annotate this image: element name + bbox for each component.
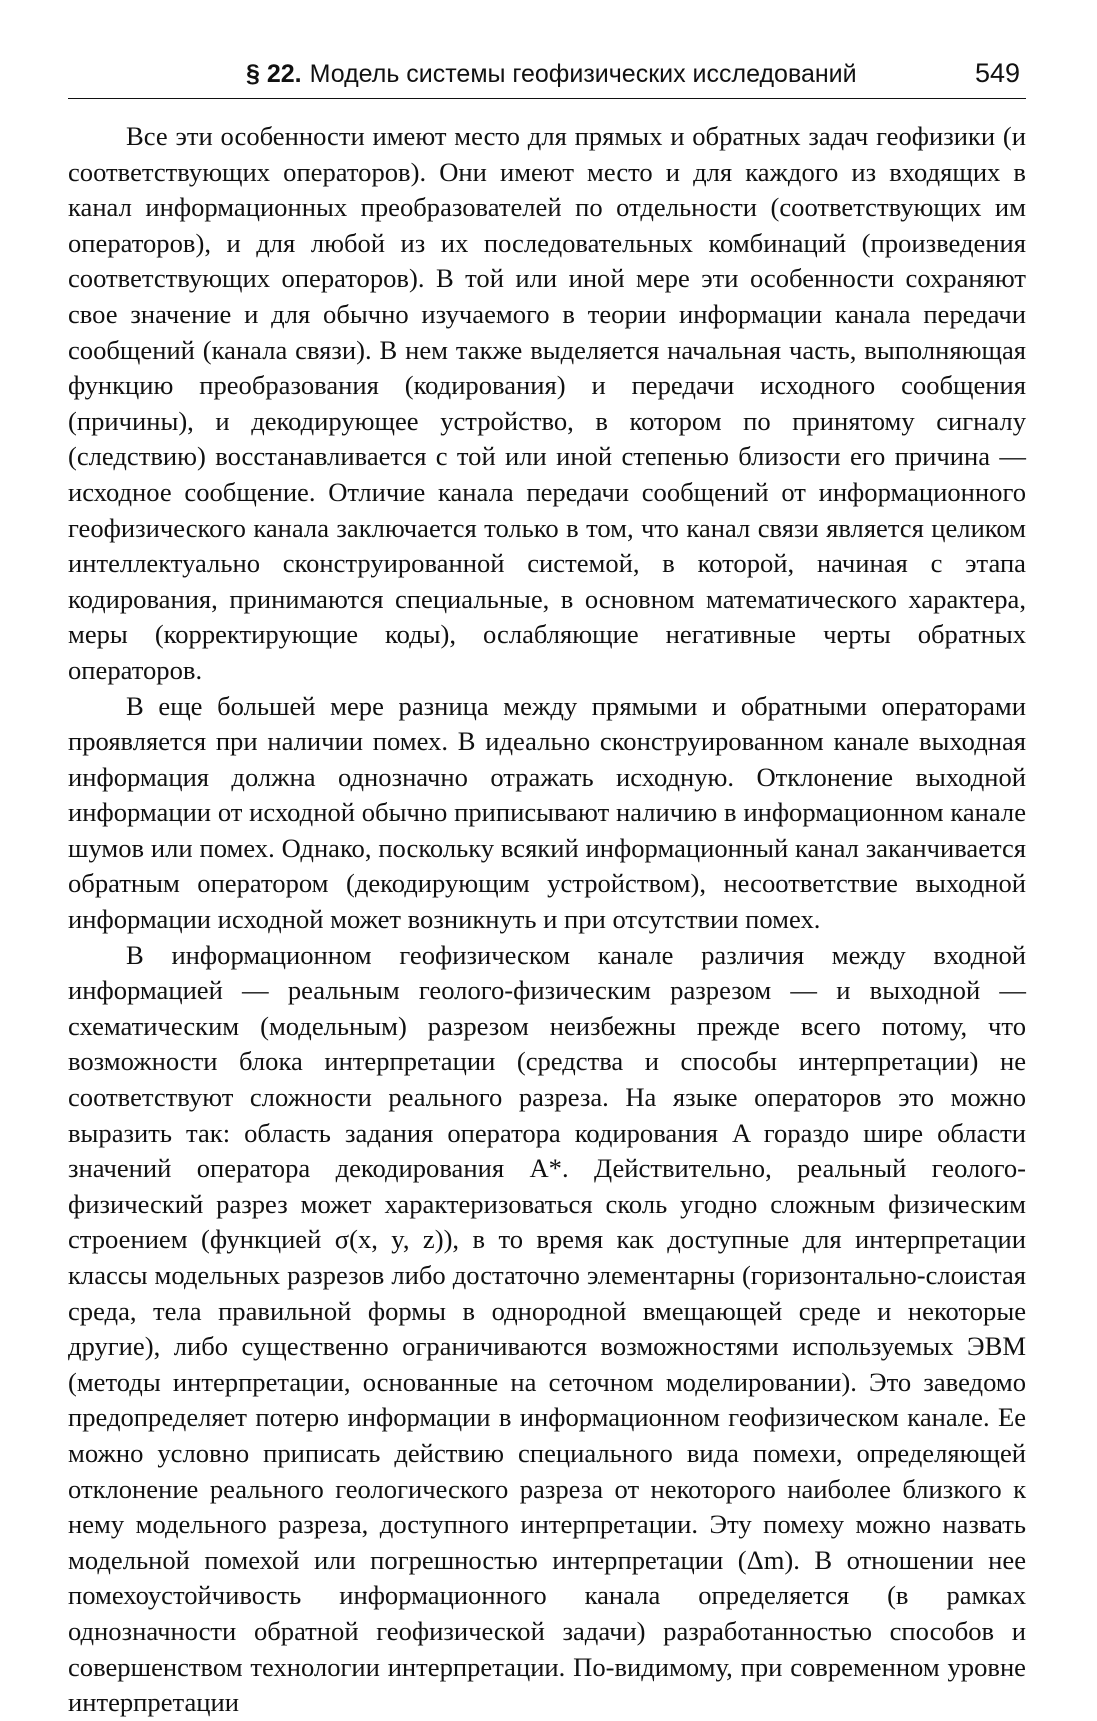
section-mark: § 22. (246, 60, 302, 88)
page-number: 549 (974, 58, 1020, 88)
running-title (246, 60, 857, 89)
paragraph: В информационном геофизическом канале различия между входной информацией — реальным геолого-физическим разрезом — и выходной — схематическим (модельным) разрезом неизбежны прежде всего потому, что возможности блока интерпретации (средства и способы интерпретации) не соответствуют сложности реального разреза. На языке операторов это можно выразить так: область задания оператора кодирования A гораздо шире области значений оператора декодирования A*. Действительно, реальный геолого-физический разрез может характеризоваться сколь угодно сложным физическим строением (функцией σ(x, y, z)), в то время как доступные для интерпретации классы модельных разрезов либо достаточно элементарны (горизонтально-слоистая среда, тела правильной формы в однородной вмещающей среде и некоторые другие), либо существенно ограничиваются возможностями используемых ЭВМ (методы интерпретации, основанные на сеточном моделировании). Это заведомо предопределяет потерю информации в информационном геофизическом канале. Ее можно условно приписать действию специального вида помехи, определяющей отклонение реального геологического разреза от некоторого наиболее близкого к нему модельного разреза, доступного интерпретации. Эту помеху можно назвать модельной помехой или погрешностью интерпретации (Δm). В отношении нее помехоустойчивость информационного канала определяется (в рамках однозначности обратной геофизической задачи) разработанностью способов и совершенством технологии интерпретации. По-видимому, при современном уровне интерпретации (68, 939, 1026, 1718)
book-page (68, 58, 1026, 1721)
body-text (68, 119, 1026, 1721)
paragraph: Все эти особенности имеют место для прямых и обратных задач геофизики (и соответствующих операторов). Они имеют место и для каждого из входящих в канал информационных преобразователей по отдельности (соответствующих им операторов), и для любой из их последовательных комбинаций (произведения соответствующих операторов). В той или иной мере эти особенности сохраняют свое значение и для обычно изучаемого в теории информации канала передачи сообщений (канала связи). В нем также выделяется начальная часть, выполняющая функцию преобразования (кодирования) и передачи исходного сообщения (причины), и декодирующее устройство, в котором по принятому сигналу (следствию) восстанавливается с той или иной степенью близости его причина — исходное сообщение. Отличие канала передачи сообщений от информационного геофизического канала заключается только в том, что канал связи является целиком интеллектуально сконструированной системой, в которой, начиная с этапа кодирования, принимаются специальные, в основном математического характера, меры (корректирующие коды), ослабляющие негативные черты обратных операторов. (68, 121, 1026, 685)
running-header (68, 58, 1026, 99)
section-title: Модель системы геофизических исследований (309, 60, 857, 88)
paragraph: В еще большей мере разница между прямыми и обратными операторами проявляется при наличии помех. В идеально сконструированном канале выходная информация должна однозначно отражать исходную. Отклонение выходной информации от исходной обычно приписывают наличию в информационном канале шумов или помех. Однако, поскольку всякий информационный канал заканчивается обратным оператором (декодирующим устройством), несоответствие выходной информации исходной может возникнуть и при отсутствии помех. (68, 690, 1026, 935)
